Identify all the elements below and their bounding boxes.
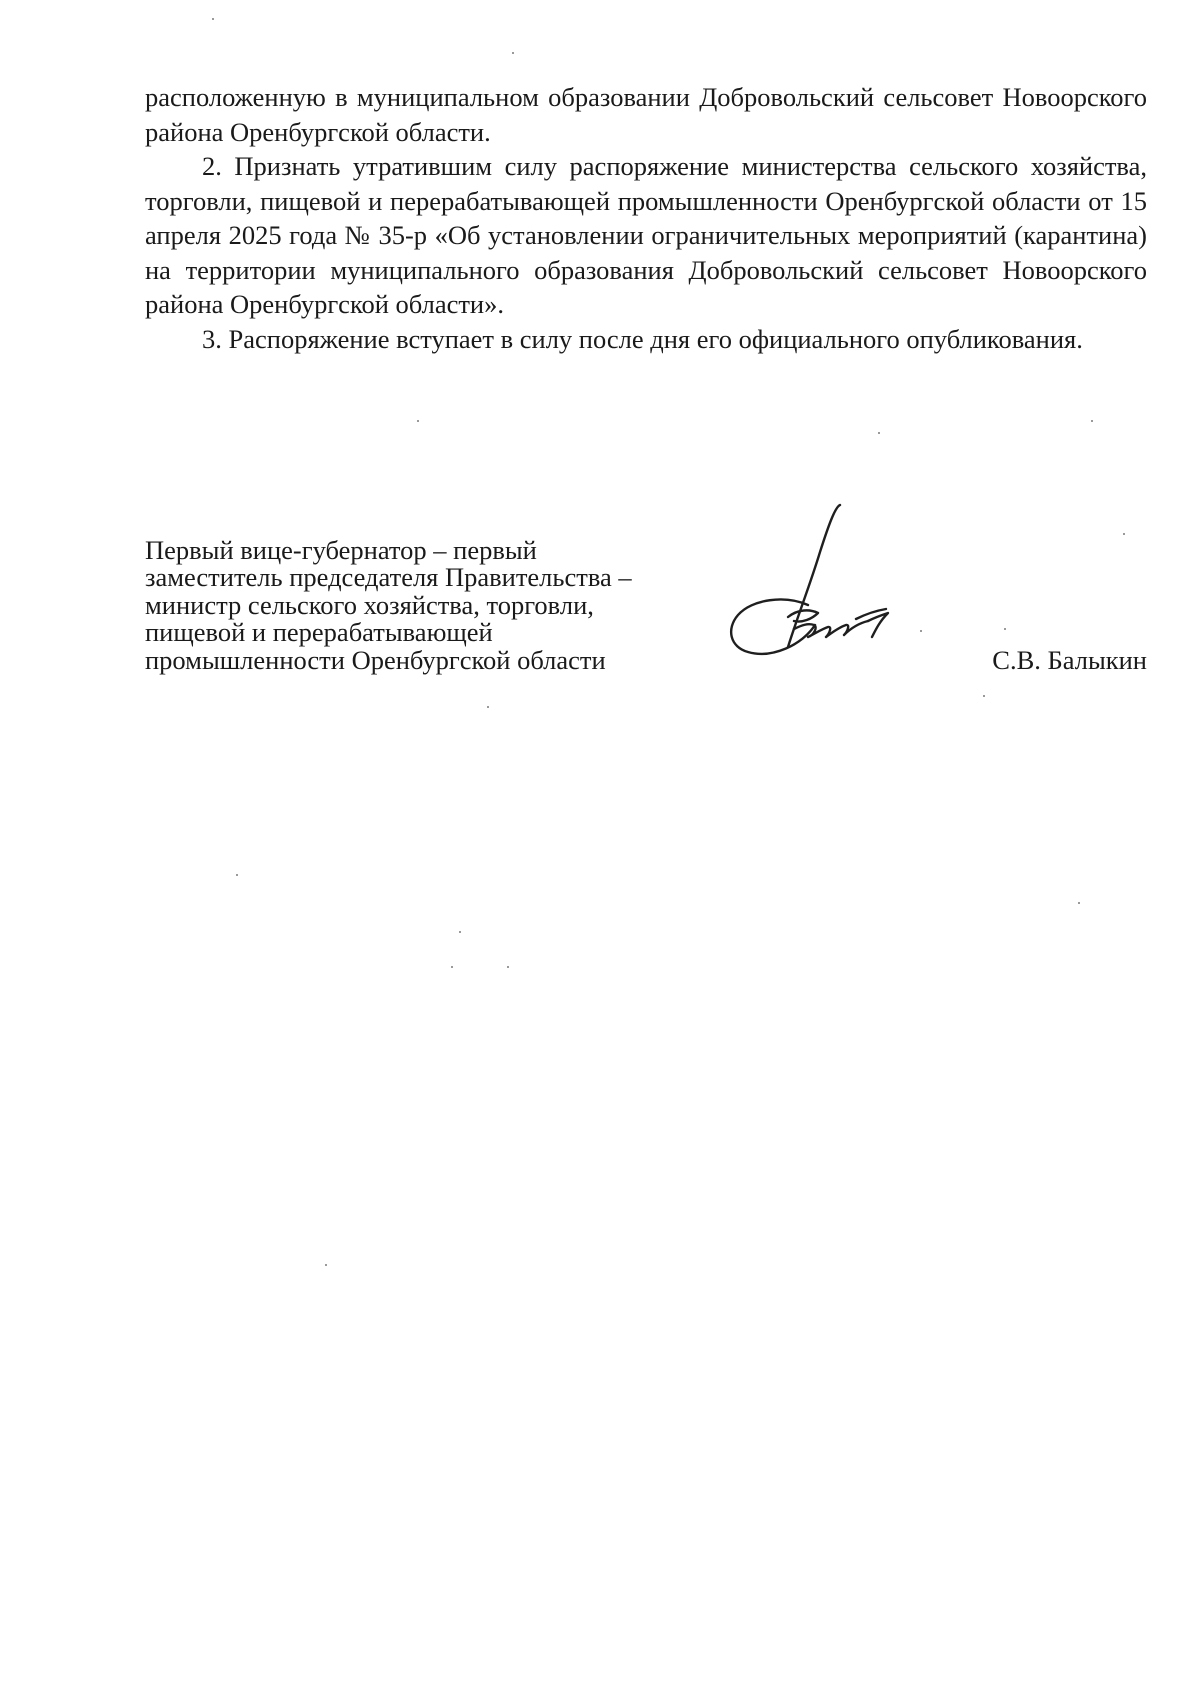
signature-block [145, 537, 1147, 697]
scan-speck [1123, 533, 1125, 535]
scan-speck [1091, 420, 1093, 422]
scan-speck [451, 966, 453, 968]
handwritten-signature [690, 497, 1010, 667]
scan-speck [1078, 902, 1080, 904]
scan-speck [487, 706, 489, 708]
scan-speck [459, 931, 461, 933]
scan-speck [983, 695, 985, 697]
scan-speck [417, 420, 419, 422]
signatory-title: Первый вице-губернатор – первый заместитель председателя Правительства – министр сельского хозяйства, торговли, пищевой и перерабатывающей промышленности Оренбургской области [145, 535, 632, 675]
scan-speck [920, 630, 922, 632]
scan-speck [1004, 628, 1006, 630]
scan-speck [507, 966, 509, 968]
paragraph-continuation: расположенную в муниципальном образовании Добровольский сельсовет Новоорского района Оренбургской области. [145, 82, 1147, 147]
scan-speck [878, 432, 880, 434]
signatory-name: С.В. Балыкин [992, 645, 1147, 675]
paragraph-item-3: 3. Распоряжение вступает в силу после дня его официального опубликования. [202, 323, 1083, 354]
paragraph-item-2: 2. Признать утратившим силу распоряжение министерства сельского хозяйства, торговли, пищевой и перерабатывающей промышленности Оренбургской области от 15 апреля 2025 года № 35-р «Об установлении ограничительных мероприятий (карантина) на территории муниципального образования Добровольский сельсовет Новоорского района Оренбургской области». [145, 151, 1147, 319]
scan-speck [212, 18, 214, 20]
scan-speck [512, 52, 514, 54]
document-body [145, 80, 1147, 356]
scan-speck [325, 1264, 327, 1266]
scan-speck [236, 874, 238, 876]
